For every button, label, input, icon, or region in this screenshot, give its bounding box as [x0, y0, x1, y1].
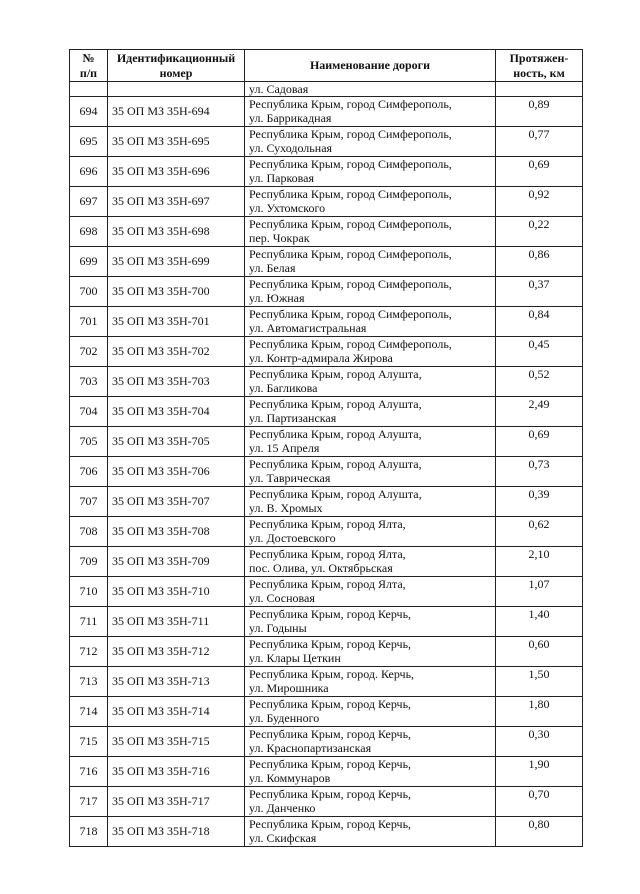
cell-length: 1,40	[496, 607, 583, 637]
table-row	[70, 517, 583, 547]
cell-road-name	[245, 607, 496, 637]
cell-road-name	[245, 667, 496, 697]
road-name-line2: ул. Таврическая	[249, 471, 331, 485]
header-number: № п/п	[70, 50, 108, 82]
cell-length: 0,30	[496, 727, 583, 757]
cell-road-name	[245, 97, 496, 127]
table-row	[70, 187, 583, 217]
cell-length: 2,10	[496, 547, 583, 577]
table-row	[70, 727, 583, 757]
table-row	[70, 367, 583, 397]
cell-road-name: ул. Садовая	[245, 82, 496, 97]
cell-number: 708	[70, 517, 108, 547]
cell-id: 35 ОП МЗ 35Н-697	[108, 187, 245, 217]
cell-id: 35 ОП МЗ 35Н-711	[108, 607, 245, 637]
road-name-line1: Республика Крым, город Симферополь,	[249, 337, 452, 351]
cell-id: 35 ОП МЗ 35Н-700	[108, 277, 245, 307]
header-length: Протяжен- ность, км	[496, 50, 583, 82]
road-name-line2: ул. Краснопартизанская	[249, 741, 372, 755]
road-name-line2: ул. Коммунаров	[249, 771, 331, 785]
cell-length: 0,89	[496, 97, 583, 127]
cell-id: 35 ОП МЗ 35Н-695	[108, 127, 245, 157]
cell-length: 0,37	[496, 277, 583, 307]
table-row	[70, 457, 583, 487]
road-name-line1: Республика Крым, город Алушта,	[249, 397, 422, 411]
road-name-line1: Республика Крым, город Симферополь,	[249, 247, 452, 261]
cell-id: 35 ОП МЗ 35Н-704	[108, 397, 245, 427]
road-name-line1: Республика Крым, город Симферополь,	[249, 307, 452, 321]
table-row	[70, 787, 583, 817]
table-row	[70, 247, 583, 277]
cell-road-name	[245, 637, 496, 667]
cell-number: 715	[70, 727, 108, 757]
road-name-line1: Республика Крым, город Ялта,	[249, 547, 406, 561]
road-name-line2: ул. В. Хромых	[249, 501, 323, 515]
cell-road-name	[245, 367, 496, 397]
cell-length: 0,77	[496, 127, 583, 157]
table-row	[70, 397, 583, 427]
table-row	[70, 667, 583, 697]
cell-id: 35 ОП МЗ 35Н-713	[108, 667, 245, 697]
cell-number: 703	[70, 367, 108, 397]
cell-road-name	[245, 277, 496, 307]
road-name-line2: пер. Чокрак	[249, 231, 310, 245]
cell-length: 0,69	[496, 157, 583, 187]
cell-id: 35 ОП МЗ 35Н-709	[108, 547, 245, 577]
road-name-line2: ул. Автомагистральная	[249, 321, 367, 335]
cell-id: 35 ОП МЗ 35Н-698	[108, 217, 245, 247]
cell-number	[70, 82, 108, 97]
table-row	[70, 97, 583, 127]
cell-id: 35 ОП МЗ 35Н-714	[108, 697, 245, 727]
cell-number: 714	[70, 697, 108, 727]
cell-number: 716	[70, 757, 108, 787]
cell-length: 0,73	[496, 457, 583, 487]
road-name-line2: ул. Годыны	[249, 621, 307, 635]
cell-number: 700	[70, 277, 108, 307]
cell-length	[496, 82, 583, 97]
cell-road-name	[245, 487, 496, 517]
table-row	[70, 577, 583, 607]
road-name-line1: Республика Крым, город Керчь,	[249, 727, 412, 741]
table-row	[70, 157, 583, 187]
road-name-line2: ул. Мирошника	[249, 681, 329, 695]
road-name-line2: ул. Парковая	[249, 171, 315, 185]
road-name-line2: ул. Суходольная	[249, 141, 333, 155]
header-identification-number: Идентификационный номер	[108, 50, 245, 82]
cell-number: 717	[70, 787, 108, 817]
road-name-line1: Республика Крым, город Симферополь,	[249, 97, 452, 111]
cell-road-name	[245, 217, 496, 247]
table-row	[70, 487, 583, 517]
table-row	[70, 697, 583, 727]
road-name-line1: Республика Крым, город Симферополь,	[249, 277, 452, 291]
road-name-line1: Республика Крым, город Симферополь,	[249, 217, 452, 231]
roads-table	[69, 49, 583, 847]
cell-road-name	[245, 427, 496, 457]
cell-length: 1,80	[496, 697, 583, 727]
cell-id: 35 ОП МЗ 35Н-707	[108, 487, 245, 517]
road-name-line1: Республика Крым, город Керчь,	[249, 697, 412, 711]
cell-id: 35 ОП МЗ 35Н-705	[108, 427, 245, 457]
cell-number: 705	[70, 427, 108, 457]
cell-number: 704	[70, 397, 108, 427]
cell-road-name	[245, 307, 496, 337]
road-name-line1: Республика Крым, город Керчь,	[249, 817, 412, 831]
road-name-line1: Республика Крым, город Керчь,	[249, 787, 412, 801]
cell-length: 0,52	[496, 367, 583, 397]
cell-road-name	[245, 757, 496, 787]
road-name-line2: ул. 15 Апреля	[249, 441, 320, 455]
road-name-line2: ул. Сосновая	[249, 591, 315, 605]
cell-number: 711	[70, 607, 108, 637]
cell-road-name	[245, 787, 496, 817]
road-name-line1: Республика Крым, город Керчь,	[249, 757, 412, 771]
cell-road-name	[245, 697, 496, 727]
cell-number: 701	[70, 307, 108, 337]
cell-id: 35 ОП МЗ 35Н-710	[108, 577, 245, 607]
table-row	[70, 427, 583, 457]
road-name-line1: Республика Крым, город Алушта,	[249, 367, 422, 381]
road-name-line2: пос. Олива, ул. Октябрьская	[249, 561, 393, 575]
road-name-line2: ул. Буденного	[249, 711, 320, 725]
cell-number: 699	[70, 247, 108, 277]
road-name-line2: ул. Южная	[249, 291, 305, 305]
cell-id: 35 ОП МЗ 35Н-696	[108, 157, 245, 187]
cell-number: 709	[70, 547, 108, 577]
cell-road-name	[245, 817, 496, 847]
cell-length: 0,62	[496, 517, 583, 547]
table-header	[70, 50, 583, 82]
cell-id	[108, 82, 245, 97]
cell-length: 0,86	[496, 247, 583, 277]
cell-number: 694	[70, 97, 108, 127]
table-row	[70, 547, 583, 577]
header-road-name: Наименование дороги	[245, 50, 496, 82]
cell-number: 702	[70, 337, 108, 367]
cell-length: 0,69	[496, 427, 583, 457]
cell-id: 35 ОП МЗ 35Н-715	[108, 727, 245, 757]
cell-road-name	[245, 157, 496, 187]
cell-number: 697	[70, 187, 108, 217]
cell-length: 1,90	[496, 757, 583, 787]
cell-id: 35 ОП МЗ 35Н-717	[108, 787, 245, 817]
table-body	[70, 82, 583, 847]
cell-number: 718	[70, 817, 108, 847]
table-row	[70, 277, 583, 307]
table-row	[70, 607, 583, 637]
cell-length: 1,07	[496, 577, 583, 607]
cell-road-name	[245, 397, 496, 427]
road-name-line1: Республика Крым, город Керчь,	[249, 607, 412, 621]
table-row	[70, 757, 583, 787]
road-name-line1: Республика Крым, город Симферополь,	[249, 157, 452, 171]
road-name-line2: ул. Достоевского	[249, 531, 336, 545]
road-name-line2: ул. Контр-адмирала Жирова	[249, 351, 393, 365]
road-name-line2: ул. Данченко	[249, 801, 316, 815]
table-row	[70, 817, 583, 847]
cell-id: 35 ОП МЗ 35Н-708	[108, 517, 245, 547]
cell-road-name	[245, 337, 496, 367]
road-name-line1: Республика Крым, город Ялта,	[249, 517, 406, 531]
cell-length: 0,92	[496, 187, 583, 217]
cell-id: 35 ОП МЗ 35Н-701	[108, 307, 245, 337]
table-row	[70, 637, 583, 667]
cell-length: 0,39	[496, 487, 583, 517]
cell-id: 35 ОП МЗ 35Н-702	[108, 337, 245, 367]
road-name-line2: ул. Партизанская	[249, 411, 337, 425]
table-row-continued	[70, 82, 583, 97]
cell-number: 696	[70, 157, 108, 187]
road-name-line2: ул. Клары Цеткин	[249, 651, 341, 665]
cell-road-name	[245, 187, 496, 217]
table-row	[70, 217, 583, 247]
cell-road-name	[245, 247, 496, 277]
road-name-line1: Республика Крым, город Ялта,	[249, 577, 406, 591]
cell-length: 0,60	[496, 637, 583, 667]
road-name-line1: Республика Крым, город Алушта,	[249, 487, 422, 501]
table-row	[70, 127, 583, 157]
cell-id: 35 ОП МЗ 35Н-712	[108, 637, 245, 667]
cell-number: 712	[70, 637, 108, 667]
cell-number: 698	[70, 217, 108, 247]
cell-id: 35 ОП МЗ 35Н-706	[108, 457, 245, 487]
road-name-line1: Республика Крым, город Алушта,	[249, 427, 422, 441]
cell-length: 0,84	[496, 307, 583, 337]
cell-id: 35 ОП МЗ 35Н-703	[108, 367, 245, 397]
cell-length: 0,22	[496, 217, 583, 247]
cell-number: 713	[70, 667, 108, 697]
road-name-line1: Республика Крым, город Керчь,	[249, 637, 412, 651]
road-name-line2: ул. Белая	[249, 261, 296, 275]
cell-road-name	[245, 577, 496, 607]
road-name-line2: ул. Ухтомского	[249, 201, 326, 215]
cell-number: 695	[70, 127, 108, 157]
table-row	[70, 307, 583, 337]
cell-length: 1,50	[496, 667, 583, 697]
cell-length: 0,70	[496, 787, 583, 817]
cell-length: 2,49	[496, 397, 583, 427]
cell-length: 0,80	[496, 817, 583, 847]
cell-road-name	[245, 517, 496, 547]
cell-road-name	[245, 457, 496, 487]
table-row	[70, 337, 583, 367]
cell-number: 707	[70, 487, 108, 517]
road-name-line2: ул. Баррикадная	[249, 111, 332, 125]
cell-number: 706	[70, 457, 108, 487]
road-name-line1: Республика Крым, город Симферополь,	[249, 127, 452, 141]
cell-id: 35 ОП МЗ 35Н-694	[108, 97, 245, 127]
cell-road-name	[245, 727, 496, 757]
road-name-line2: ул. Скифская	[249, 831, 317, 845]
cell-id: 35 ОП МЗ 35Н-716	[108, 757, 245, 787]
road-name-line1: Республика Крым, город. Керчь,	[249, 667, 415, 681]
cell-length: 0,45	[496, 337, 583, 367]
road-name-line1: Республика Крым, город Симферополь,	[249, 187, 452, 201]
road-name-line2: ул. Багликова	[249, 381, 318, 395]
cell-road-name	[245, 547, 496, 577]
cell-road-name	[245, 127, 496, 157]
cell-id: 35 ОП МЗ 35Н-718	[108, 817, 245, 847]
road-name-line1: Республика Крым, город Алушта,	[249, 457, 422, 471]
cell-number: 710	[70, 577, 108, 607]
cell-id: 35 ОП МЗ 35Н-699	[108, 247, 245, 277]
